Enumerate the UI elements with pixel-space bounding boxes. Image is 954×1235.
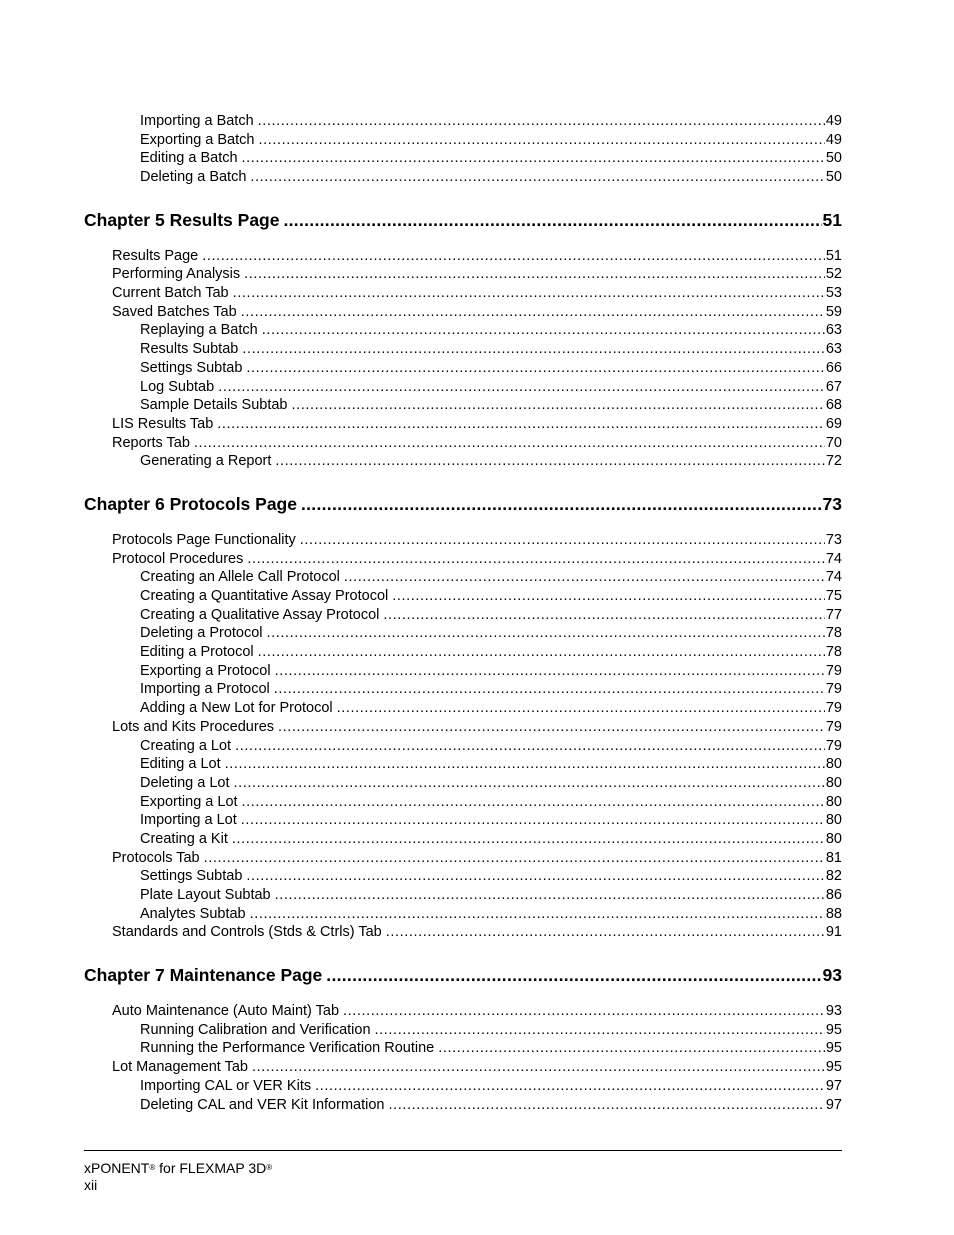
toc-entry[interactable]	[84, 322, 842, 341]
toc-entry[interactable]	[84, 434, 842, 453]
dot-leader	[241, 303, 825, 322]
footer-product-suffix: for FLEXMAP 3D	[155, 1160, 267, 1176]
toc-entry-title: Editing a Lot	[140, 756, 221, 773]
toc-entry-title: Lot Management Tab	[112, 1059, 248, 1076]
dot-leader	[225, 755, 825, 774]
dot-leader	[218, 378, 825, 397]
toc-page-number: 80	[825, 793, 842, 810]
dot-leader	[258, 643, 825, 662]
dot-leader	[278, 718, 825, 737]
toc-entry-title: Importing a Protocol	[140, 681, 270, 698]
toc-entry[interactable]	[84, 568, 842, 587]
toc-entry-title: Performing Analysis	[112, 266, 241, 283]
toc-entry[interactable]	[84, 849, 842, 868]
toc-entry[interactable]	[84, 168, 842, 187]
toc-entry-title: Running the Performance Verification Routine	[140, 1040, 435, 1057]
toc-entry[interactable]	[84, 867, 842, 886]
toc-page-number: 74	[825, 550, 842, 567]
toc-page-number: 97	[825, 1077, 842, 1094]
toc-page-number: 70	[825, 434, 842, 451]
toc-entry[interactable]	[84, 662, 842, 681]
toc-chapter-heading[interactable]	[84, 493, 842, 515]
toc-entry-title: Deleting a Batch	[140, 169, 247, 186]
toc-page-number: 51	[822, 209, 842, 230]
toc-entry-title: Creating a Kit	[140, 830, 228, 847]
dot-leader	[235, 737, 825, 756]
toc-entry-title: Deleting CAL and VER Kit Information	[140, 1096, 385, 1113]
toc-entry-title: LIS Results Tab	[112, 415, 214, 432]
dot-leader	[250, 905, 825, 924]
dot-leader	[392, 587, 825, 606]
toc-entry[interactable]	[84, 1002, 842, 1021]
dot-leader	[386, 923, 825, 942]
toc-entry[interactable]	[84, 1096, 842, 1115]
toc-entry[interactable]	[84, 131, 842, 150]
toc-page-number: 86	[825, 887, 842, 904]
toc-entry-title: Creating a Qualitative Assay Protocol	[140, 606, 380, 623]
toc-page-number: 50	[825, 150, 842, 167]
toc-page-number: 95	[825, 1059, 842, 1076]
toc-entry-title: Editing a Protocol	[140, 644, 254, 661]
dot-leader	[275, 886, 825, 905]
dot-leader	[250, 168, 824, 187]
toc-entry-title: Plate Layout Subtab	[140, 887, 271, 904]
toc-page-number: 49	[825, 131, 842, 148]
toc-page-number: 79	[825, 700, 842, 717]
toc-entry[interactable]	[84, 830, 842, 849]
dot-leader	[301, 493, 822, 515]
toc-entry[interactable]	[84, 886, 842, 905]
toc-entry-title: Protocols Page Functionality	[112, 531, 296, 548]
toc-entry[interactable]	[84, 811, 842, 830]
toc-page-number: 73	[822, 494, 842, 514]
toc-page-number: 93	[822, 965, 842, 986]
toc-entry[interactable]	[84, 699, 842, 718]
toc-entry-title: Settings Subtab	[140, 868, 243, 885]
toc-entry[interactable]	[84, 718, 842, 737]
toc-entry[interactable]	[84, 396, 842, 415]
toc-entry-title: Exporting a Protocol	[140, 662, 271, 679]
dot-leader	[233, 284, 825, 303]
toc-entry-title: Editing a Batch	[140, 150, 238, 167]
toc-entry-title: Importing CAL or VER Kits	[140, 1077, 312, 1094]
toc-entry-title: Auto Maintenance (Auto Maint) Tab	[112, 1003, 340, 1020]
toc-entry[interactable]	[84, 1040, 842, 1059]
toc-page-number: 69	[825, 415, 842, 432]
toc-entry[interactable]	[84, 149, 842, 168]
dot-leader	[258, 112, 825, 131]
toc-entry[interactable]	[84, 378, 842, 397]
toc-page-number: 63	[825, 322, 842, 339]
toc-page-number: 79	[825, 737, 842, 754]
dot-leader	[343, 1002, 825, 1021]
dot-leader	[300, 531, 825, 550]
toc-entry[interactable]	[84, 1021, 842, 1040]
toc-chapter-heading[interactable]	[84, 209, 842, 231]
toc-page-number: 80	[825, 812, 842, 829]
toc-page-number: 51	[825, 247, 842, 264]
toc-entry-title: Generating a Report	[140, 453, 272, 470]
dot-leader	[246, 359, 824, 378]
toc-page-number: 95	[825, 1040, 842, 1057]
dot-leader	[274, 681, 825, 700]
toc-page-number: 50	[825, 169, 842, 186]
dot-leader	[246, 867, 824, 886]
toc-page-number: 82	[825, 868, 842, 885]
toc-entry[interactable]	[84, 681, 842, 700]
dot-leader	[344, 568, 825, 587]
toc-entry-title: Running Calibration and Verification	[140, 1021, 371, 1038]
dot-leader	[438, 1040, 825, 1059]
toc-entry[interactable]	[84, 550, 842, 569]
dot-leader	[204, 849, 825, 868]
registered-mark: ®	[149, 1163, 156, 1172]
toc-page-number: 81	[825, 849, 842, 866]
toc-entry[interactable]	[84, 755, 842, 774]
toc-page-number: 68	[825, 397, 842, 414]
toc-entry[interactable]	[84, 265, 842, 284]
dot-leader	[233, 774, 824, 793]
dot-leader	[232, 830, 825, 849]
dot-leader	[217, 415, 825, 434]
toc-page-number: 80	[825, 830, 842, 847]
toc-entry[interactable]	[84, 1077, 842, 1096]
toc-entry-title: Creating a Quantitative Assay Protocol	[140, 588, 389, 605]
toc-page-number: 75	[825, 588, 842, 605]
dot-leader	[292, 396, 825, 415]
toc-page-number: 77	[825, 606, 842, 623]
dot-leader	[258, 131, 824, 150]
toc-entry-title: Importing a Batch	[140, 112, 254, 129]
dot-leader	[388, 1096, 824, 1115]
table-of-contents	[84, 112, 842, 1114]
toc-entry-title: Settings Subtab	[140, 359, 243, 376]
toc-entry[interactable]	[84, 415, 842, 434]
toc-entry-title: Results Page	[112, 247, 199, 264]
dot-leader	[247, 550, 824, 569]
toc-entry[interactable]	[84, 112, 842, 131]
toc-entry-title: Deleting a Lot	[140, 774, 230, 791]
toc-page-number: 53	[825, 285, 842, 302]
toc-entry-title: Creating an Allele Call Protocol	[140, 569, 340, 586]
toc-entry[interactable]	[84, 606, 842, 625]
dot-leader	[337, 699, 825, 718]
toc-page-number: 67	[825, 378, 842, 395]
toc-page-number: 63	[825, 341, 842, 358]
toc-page-number: 88	[825, 905, 842, 922]
dot-leader	[315, 1077, 825, 1096]
footer-page-number: xii	[84, 1177, 98, 1193]
dot-leader	[275, 452, 824, 471]
toc-page-number: 78	[825, 644, 842, 661]
dot-leader	[244, 265, 825, 284]
toc-entry[interactable]	[84, 737, 842, 756]
dot-leader	[242, 340, 825, 359]
toc-chapter-heading[interactable]	[84, 964, 842, 986]
toc-page-number: 93	[825, 1003, 842, 1020]
toc-page-number: 49	[825, 112, 842, 129]
toc-entry[interactable]	[84, 793, 842, 812]
toc-entry[interactable]	[84, 303, 842, 322]
toc-entry-title: Deleting a Protocol	[140, 625, 263, 642]
toc-entry-title: Sample Details Subtab	[140, 397, 288, 414]
dot-leader	[275, 662, 825, 681]
dot-leader	[375, 1021, 825, 1040]
toc-entry[interactable]	[84, 643, 842, 662]
page-footer	[84, 1160, 272, 1194]
toc-entry[interactable]	[84, 531, 842, 550]
toc-entry-title: Exporting a Lot	[140, 793, 238, 810]
toc-entry[interactable]	[84, 247, 842, 266]
toc-entry[interactable]	[84, 284, 842, 303]
dot-leader	[194, 434, 825, 453]
toc-page-number: 74	[825, 569, 842, 586]
footer-product-name: xPONENT	[84, 1160, 150, 1176]
toc-entry-title: Reports Tab	[112, 434, 190, 451]
toc-entry[interactable]	[84, 452, 842, 471]
toc-entry-title: Log Subtab	[140, 378, 215, 395]
footer-divider	[84, 1150, 842, 1151]
toc-entry[interactable]	[84, 923, 842, 942]
dot-leader	[252, 1058, 825, 1077]
dot-leader	[267, 624, 825, 643]
footer-product-line	[84, 1160, 272, 1177]
toc-page-number: 79	[825, 718, 842, 735]
toc-entry-title: Analytes Subtab	[140, 905, 246, 922]
toc-entry-title: Importing a Lot	[140, 812, 237, 829]
toc-entry[interactable]	[84, 905, 842, 924]
toc-page-number: 97	[825, 1096, 842, 1113]
toc-page-number: 91	[825, 924, 842, 941]
toc-entry[interactable]	[84, 340, 842, 359]
toc-page-number: 95	[825, 1021, 842, 1038]
registered-mark: ®	[266, 1163, 273, 1172]
toc-entry-title: Protocol Procedures	[112, 550, 244, 567]
toc-entry[interactable]	[84, 774, 842, 793]
dot-leader	[242, 149, 825, 168]
toc-entry-title: Lots and Kits Procedures	[112, 718, 275, 735]
toc-entry-title: Saved Batches Tab	[112, 303, 237, 320]
toc-entry[interactable]	[84, 587, 842, 606]
toc-entry-title: Creating a Lot	[140, 737, 232, 754]
toc-page-number: 80	[825, 774, 842, 791]
toc-page-number: 72	[825, 453, 842, 470]
dot-leader	[262, 322, 825, 341]
toc-entry-title: Current Batch Tab	[112, 285, 229, 302]
toc-entry-title: Chapter 6 Protocols Page	[84, 494, 297, 514]
dot-leader	[202, 247, 825, 266]
dot-leader	[242, 793, 825, 812]
toc-entry-title: Exporting a Batch	[140, 131, 255, 148]
dot-leader	[326, 964, 821, 986]
dot-leader	[383, 606, 824, 625]
dot-leader	[241, 811, 825, 830]
toc-page-number: 66	[825, 359, 842, 376]
toc-page-number: 59	[825, 303, 842, 320]
toc-entry-title: Replaying a Batch	[140, 322, 258, 339]
toc-page-number: 79	[825, 662, 842, 679]
dot-leader	[283, 209, 821, 231]
toc-entry-title: Chapter 5 Results Page	[84, 209, 280, 230]
toc-entry[interactable]	[84, 359, 842, 378]
toc-page-number: 78	[825, 625, 842, 642]
toc-page-number: 79	[825, 681, 842, 698]
toc-page-number: 80	[825, 756, 842, 773]
toc-entry-title: Chapter 7 Maintenance Page	[84, 965, 323, 986]
toc-entry[interactable]	[84, 1058, 842, 1077]
toc-page-number: 73	[825, 531, 842, 548]
toc-entry[interactable]	[84, 624, 842, 643]
toc-entry-title: Adding a New Lot for Protocol	[140, 700, 333, 717]
toc-entry-title: Protocols Tab	[112, 849, 200, 866]
toc-entry-title: Results Subtab	[140, 341, 239, 358]
toc-page-number: 52	[825, 266, 842, 283]
toc-entry-title: Standards and Controls (Stds & Ctrls) Tab	[112, 924, 382, 941]
